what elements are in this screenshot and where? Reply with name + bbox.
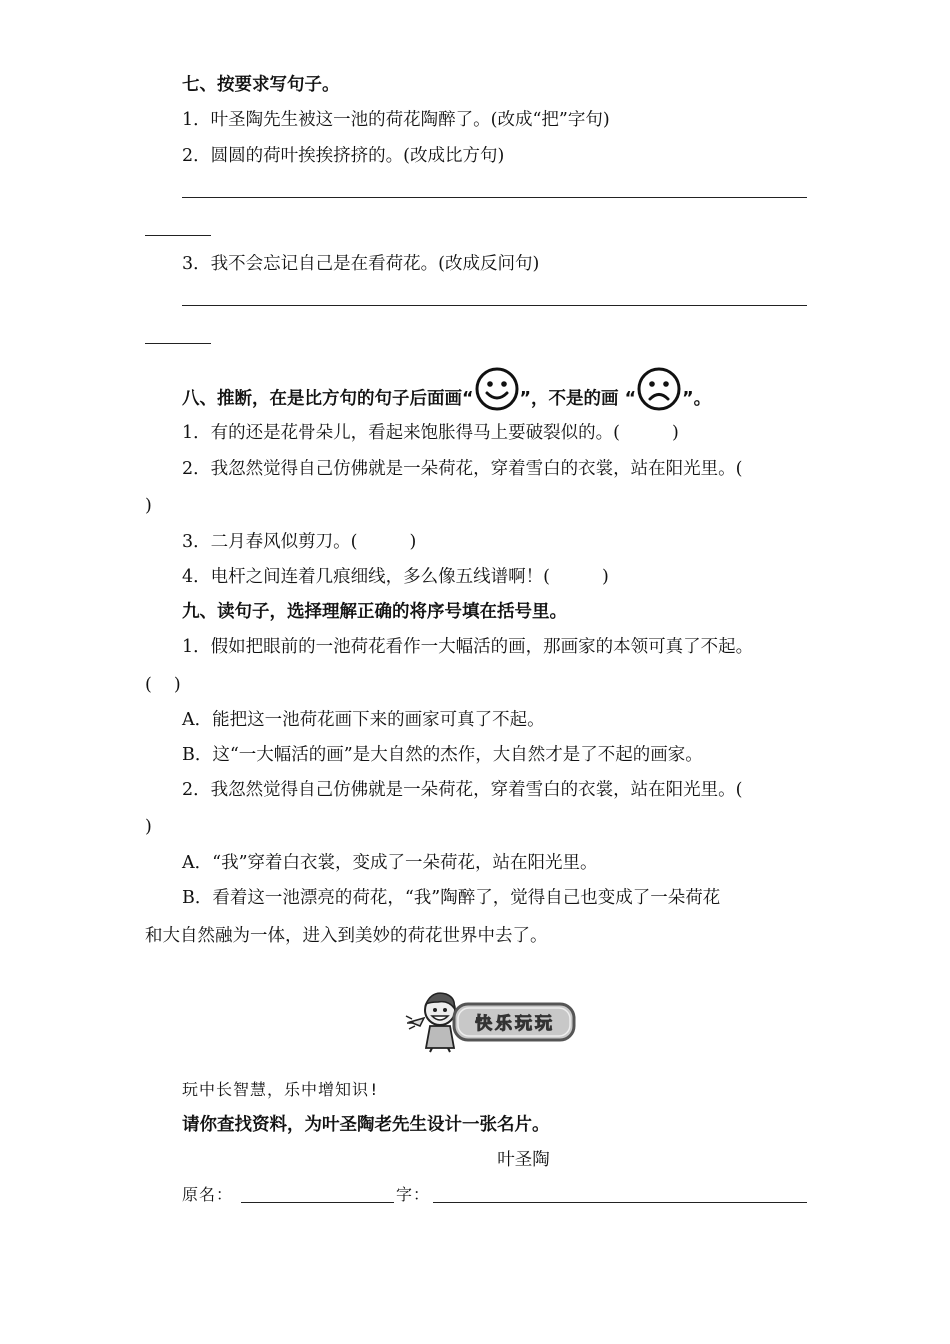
question-9-2-paren-close[interactable]: ) (145, 817, 152, 837)
section-8-title (182, 386, 807, 419)
option-9-1-a: A．能把这一池荷花画下来的画家可真了不起。 (182, 710, 545, 730)
field-courtesy-name-label: 字： (396, 1185, 431, 1204)
question-8-2: 2．我忽然觉得自己仿佛就是一朵荷花，穿着雪白的衣裳，站在阳光里。( (182, 459, 743, 479)
question-8-1 (182, 421, 807, 445)
fun-banner (402, 988, 578, 1058)
question-8-1-paren-close: ) (671, 423, 679, 443)
section-7-title: 七、按要求写句子。 (182, 75, 340, 95)
section-8-title-part-a: 八、推断，在是比方句的句子后面画“ (182, 389, 474, 409)
paren-close: ) (173, 675, 181, 695)
field-original-name-label: 原名： (182, 1185, 234, 1204)
question-8-4-paren-close: ) (601, 567, 609, 587)
question-8-4 (182, 565, 807, 589)
motto-text: 玩中长智慧，乐中增知识! (182, 1080, 380, 1099)
banner-text: 快乐玩玩 (475, 1014, 555, 1034)
section-8-title-part-c: ”。 (682, 389, 712, 409)
card-title: 叶圣陶 (497, 1150, 550, 1170)
option-9-2-b-continued: 和大自然融为一体，进入到美妙的荷花世界中去了。 (145, 926, 548, 946)
question-7-2: 2．圆圆的荷叶挨挨挤挤的。(改成比方句) (182, 146, 505, 166)
sad-face-icon (636, 386, 682, 419)
question-9-1-answer-paren[interactable] (145, 673, 807, 697)
question-8-3 (182, 530, 807, 554)
paren-open: ( (145, 675, 152, 695)
question-8-3-paren-close: ) (409, 532, 417, 552)
question-9-1: 1．假如把眼前的一池荷花看作一大幅活的画，那画家的本领可真了不起。 (182, 637, 754, 657)
option-9-2-b: B．看着这一池漂亮的荷花，“我”陶醉了，觉得自己也变成了一朵荷花 (182, 888, 721, 908)
question-8-1-text: 1．有的还是花骨朵儿，看起来饱胀得马上要破裂似的。( (182, 423, 620, 443)
question-8-2-paren-close[interactable]: ) (145, 496, 152, 516)
option-9-1-b: B．这“一大幅活的画”是大自然的杰作，大自然才是了不起的画家。 (182, 745, 703, 765)
task-instruction: 请你查找资料，为叶圣陶老先生设计一张名片。 (182, 1115, 550, 1135)
question-7-1: 1．叶圣陶先生被这一池的荷花陶醉了。(改成“把”字句) (182, 110, 610, 130)
question-8-4-text: 4．电杆之间连着几痕细线，多么像五线谱啊！( (182, 567, 550, 587)
answer-line-7-2a[interactable] (182, 197, 807, 198)
answer-line-7-3a[interactable] (182, 305, 807, 306)
question-8-3-text: 3．二月春风似剪刀。( (182, 532, 358, 552)
option-9-2-a: A．“我”穿着白衣裳，变成了一朵荷花，站在阳光里。 (182, 853, 598, 873)
question-7-3: 3．我不会忘记自己是在看荷花。(改成反问句) (182, 254, 540, 274)
smiley-face-icon (474, 386, 520, 419)
answer-line-7-2b[interactable] (145, 235, 211, 236)
cartoon-kid-icon (402, 988, 578, 1054)
question-9-2: 2．我忽然觉得自己仿佛就是一朵荷花，穿着雪白的衣裳，站在阳光里。( (182, 780, 743, 800)
original-name-input-line[interactable] (241, 1202, 394, 1203)
section-9-title: 九、读句子，选择理解正确的将序号填在括号里。 (182, 602, 567, 622)
section-8-title-part-b: ”，不是的画 “ (519, 389, 637, 409)
courtesy-name-input-line[interactable] (433, 1202, 807, 1203)
answer-line-7-3b[interactable] (145, 343, 211, 344)
